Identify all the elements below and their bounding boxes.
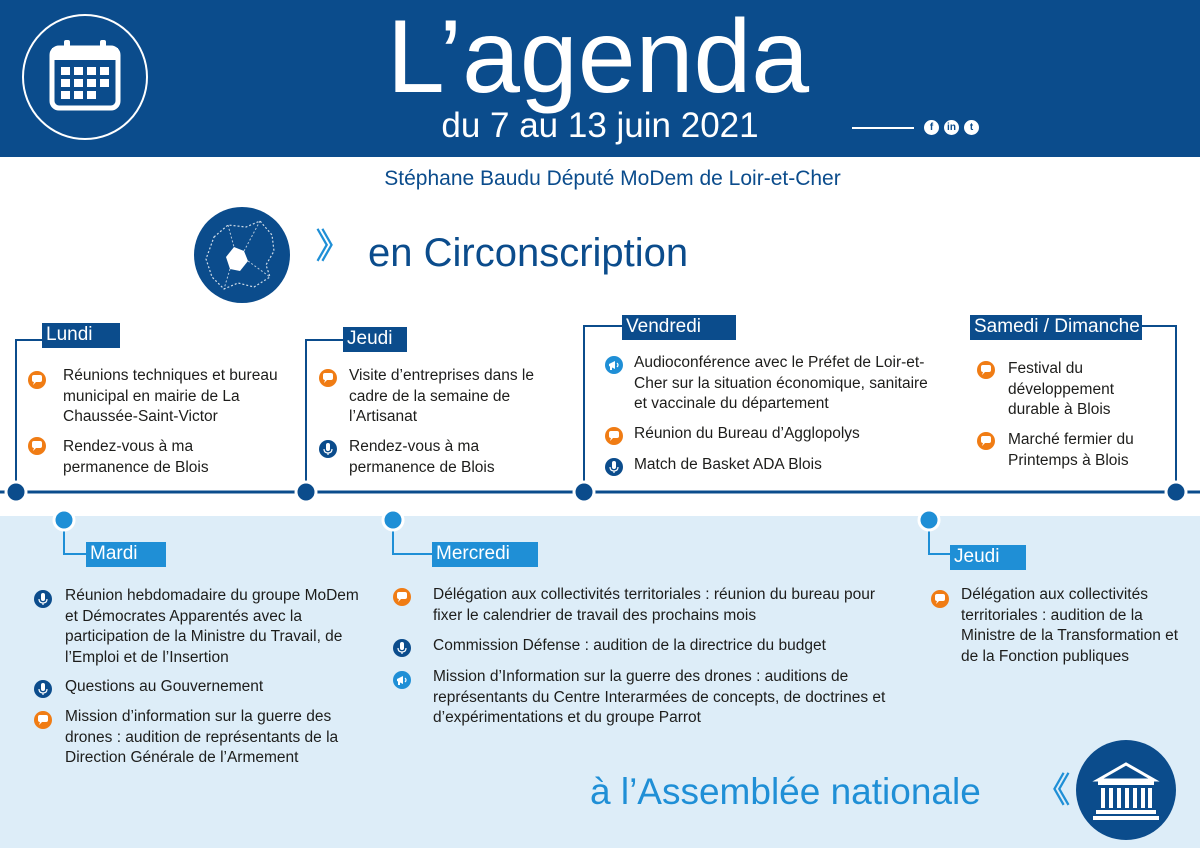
day-label-samedi-dimanche: Samedi / Dimanche xyxy=(970,315,1142,340)
day-label-vendredi: Vendredi xyxy=(622,315,736,340)
microphone-icon xyxy=(34,680,52,698)
facebook-icon[interactable]: f xyxy=(924,120,939,135)
timeline-node xyxy=(383,510,403,530)
speech-bubble-icon xyxy=(977,432,995,450)
day-label-mardi: Mardi xyxy=(86,542,166,567)
day-label-mercredi: Mercredi xyxy=(432,542,538,567)
microphone-icon xyxy=(34,590,52,608)
assemblee-badge xyxy=(1076,740,1176,840)
megaphone-icon xyxy=(393,671,411,689)
agenda-item: Festival du développement durable à Blois xyxy=(1008,360,1114,418)
agenda-item: Délégation aux collectivités territoriales : réunion du bureau pour fixer le calendrier de travail des prochains mois xyxy=(433,586,875,624)
agenda-item: Réunion hebdomadaire du groupe MoDem et Démocrates Apparentés avec la participation de la Ministre du Travail, de l’Emploi et de l’Insertion xyxy=(65,587,359,666)
speech-bubble-icon xyxy=(28,371,46,389)
agenda-item: Mission d’Information sur la guerre des drones : auditions de représentants du Centre Interarmées de concepts, de doctrines et d’expérimentations et du groupe Parrot xyxy=(433,668,886,726)
chevron-right-icon: 》 xyxy=(316,228,350,266)
timeline-node xyxy=(6,482,26,502)
agenda-item: Commission Défense : audition de la directrice du budget xyxy=(433,637,826,654)
parliament-building-icon xyxy=(1076,740,1176,840)
agenda-item: Réunion du Bureau d’Agglopolys xyxy=(634,425,860,442)
day-label-lundi: Lundi xyxy=(42,323,120,348)
day-label-jeudi-assemblee: Jeudi xyxy=(950,545,1026,570)
linkedin-icon[interactable]: in xyxy=(944,120,959,135)
timeline-node xyxy=(919,510,939,530)
agenda-item: Audioconférence avec le Préfet de Loir-et-Cher sur la situation économique, sanitaire et vaccinale du département xyxy=(634,354,928,412)
agenda-item: Mission d’information sur la guerre des drones : audition de représentants de la Direction Générale de l’Armement xyxy=(65,708,339,766)
map-badge xyxy=(194,207,290,303)
agenda-item: Visite d’entreprises dans le cadre de la semaine de l’Artisanat xyxy=(349,367,534,425)
speech-bubble-icon xyxy=(34,711,52,729)
timeline-node xyxy=(574,482,594,502)
speech-bubble-icon xyxy=(319,369,337,387)
speech-bubble-icon xyxy=(393,588,411,606)
agenda-item: Marché fermier du Printemps à Blois xyxy=(1008,431,1134,469)
assemblee-heading: à l’Assemblée nationale xyxy=(590,771,981,812)
timeline-node xyxy=(54,510,74,530)
speech-bubble-icon xyxy=(931,590,949,608)
microphone-icon xyxy=(605,458,623,476)
speech-bubble-icon xyxy=(605,427,623,445)
deputy-name: Stéphane Baudu Député MoDem de Loir-et-Cher xyxy=(384,167,841,190)
microphone-icon xyxy=(393,639,411,657)
agenda-item: Rendez-vous à ma permanence de Blois xyxy=(349,438,495,476)
microphone-icon xyxy=(319,440,337,458)
agenda-item: Questions au Gouvernement xyxy=(65,678,264,695)
megaphone-icon xyxy=(605,356,623,374)
circonscription-heading: en Circonscription xyxy=(368,231,689,275)
loir-et-cher-map-icon xyxy=(194,207,290,303)
page-title: L’agenda xyxy=(386,0,810,115)
timeline-node xyxy=(296,482,316,502)
twitter-icon[interactable]: t xyxy=(964,120,979,135)
social-divider xyxy=(852,127,914,129)
speech-bubble-icon xyxy=(28,437,46,455)
timeline-node xyxy=(1166,482,1186,502)
chevron-left-icon: 《 xyxy=(1036,772,1070,810)
agenda-item: Délégation aux collectivités territoriales : audition de la Ministre de la Transformation et de la Fonction publiques xyxy=(961,586,1179,665)
agenda-item: Réunions techniques et bureau municipal en mairie de La Chaussée-Saint-Victor xyxy=(63,367,278,425)
day-label-jeudi: Jeudi xyxy=(343,327,407,352)
agenda-item: Match de Basket ADA Blois xyxy=(634,456,822,473)
speech-bubble-icon xyxy=(977,361,995,379)
page-subtitle: du 7 au 13 juin 2021 xyxy=(441,106,759,145)
agenda-item: Rendez-vous à ma permanence de Blois xyxy=(63,438,209,476)
